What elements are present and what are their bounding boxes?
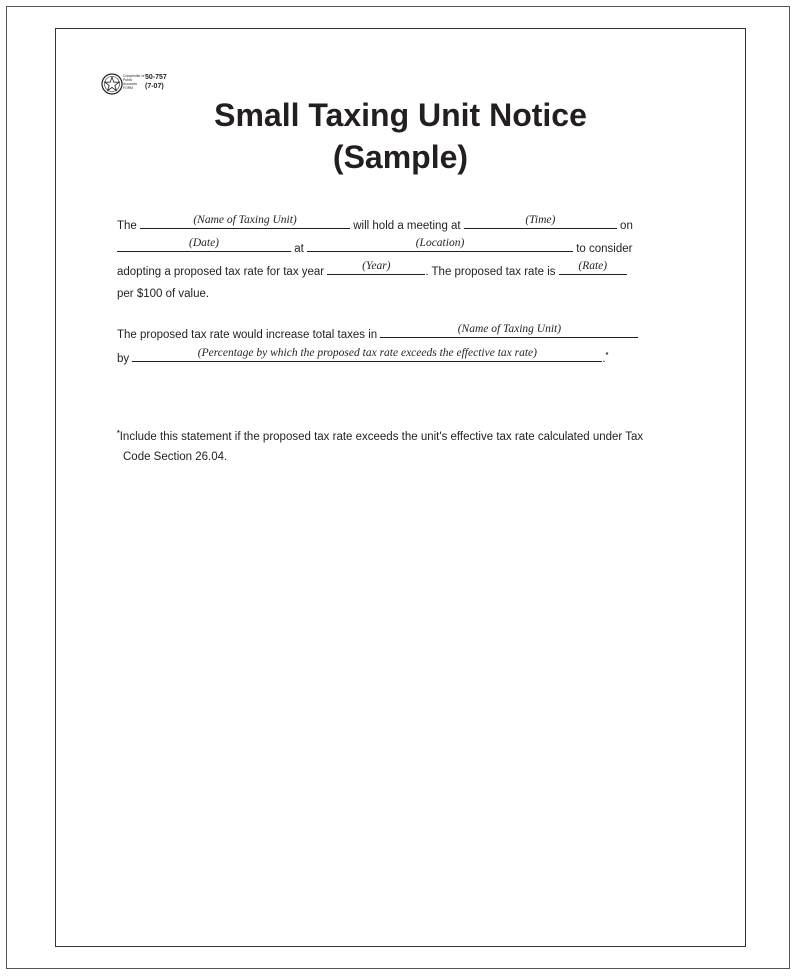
form-number: 50-757 xyxy=(145,74,167,81)
blank-year xyxy=(327,260,425,275)
hint-percentage: (Percentage by which the proposed tax rate exceeds the effective tax rate) xyxy=(197,346,537,359)
form-number-block xyxy=(145,73,167,91)
form-date: (7-07) xyxy=(145,83,164,90)
hint-taxing-unit: (Name of Taxing Unit) xyxy=(193,214,297,226)
notice-line-2 xyxy=(117,237,633,256)
text-on: on xyxy=(620,220,633,232)
notice-line-3 xyxy=(117,260,627,279)
blank-rate xyxy=(559,260,627,275)
footnote-line-1 xyxy=(117,424,677,447)
blank-date xyxy=(117,237,291,252)
hint-rate: (Rate) xyxy=(578,260,608,272)
text-proposed-rate: . The proposed tax rate is xyxy=(425,266,556,278)
footnote-text-1: Include this statement if the proposed tax rate exceeds the unit's effective tax rate calculated under Tax xyxy=(119,430,644,443)
notice-line-6: by (Percentage by which the proposed tax rate exceeds the effective tax rate) .* xyxy=(117,346,609,365)
text-increase: The proposed tax rate would increase total taxes in xyxy=(117,329,378,341)
notice-line-1 xyxy=(117,214,633,233)
text-will-hold: will hold a meeting at xyxy=(353,220,461,232)
footnote-mark: * xyxy=(117,430,120,437)
page-subtitle: (Sample) xyxy=(332,139,469,175)
footnote-line-2: Code Section 26.04. xyxy=(123,450,228,463)
blank-location xyxy=(307,237,573,252)
notice-line-5 xyxy=(117,323,638,342)
blank-taxing-unit xyxy=(140,214,350,229)
comptroller-logo xyxy=(101,72,171,96)
text-to-consider: to consider xyxy=(576,243,633,255)
footnote-reference: * xyxy=(605,352,609,359)
text-by: by xyxy=(117,352,130,365)
hint-date: (Date) xyxy=(188,237,219,249)
text-adopting: adopting a proposed tax rate for tax year xyxy=(117,266,325,278)
hint-year: (Year) xyxy=(362,260,391,272)
blank-unit-name xyxy=(380,323,638,338)
text-the: The xyxy=(117,220,137,232)
text-at: at xyxy=(294,243,304,255)
notice-line-4 xyxy=(117,287,209,301)
agency-name: Comptroller of Public Accounts FORM xyxy=(123,74,145,90)
footnote xyxy=(117,424,677,467)
blank-percentage xyxy=(132,346,602,362)
text-per-value: per $100 of value. xyxy=(117,288,210,300)
star-seal-icon xyxy=(101,73,123,95)
page-title: Small Taxing Unit Notice xyxy=(214,97,587,133)
blank-time xyxy=(464,214,617,229)
hint-unit-name: (Name of Taxing Unit) xyxy=(457,323,562,335)
hint-time: (Time) xyxy=(525,214,556,226)
hint-location: (Location) xyxy=(415,237,465,249)
